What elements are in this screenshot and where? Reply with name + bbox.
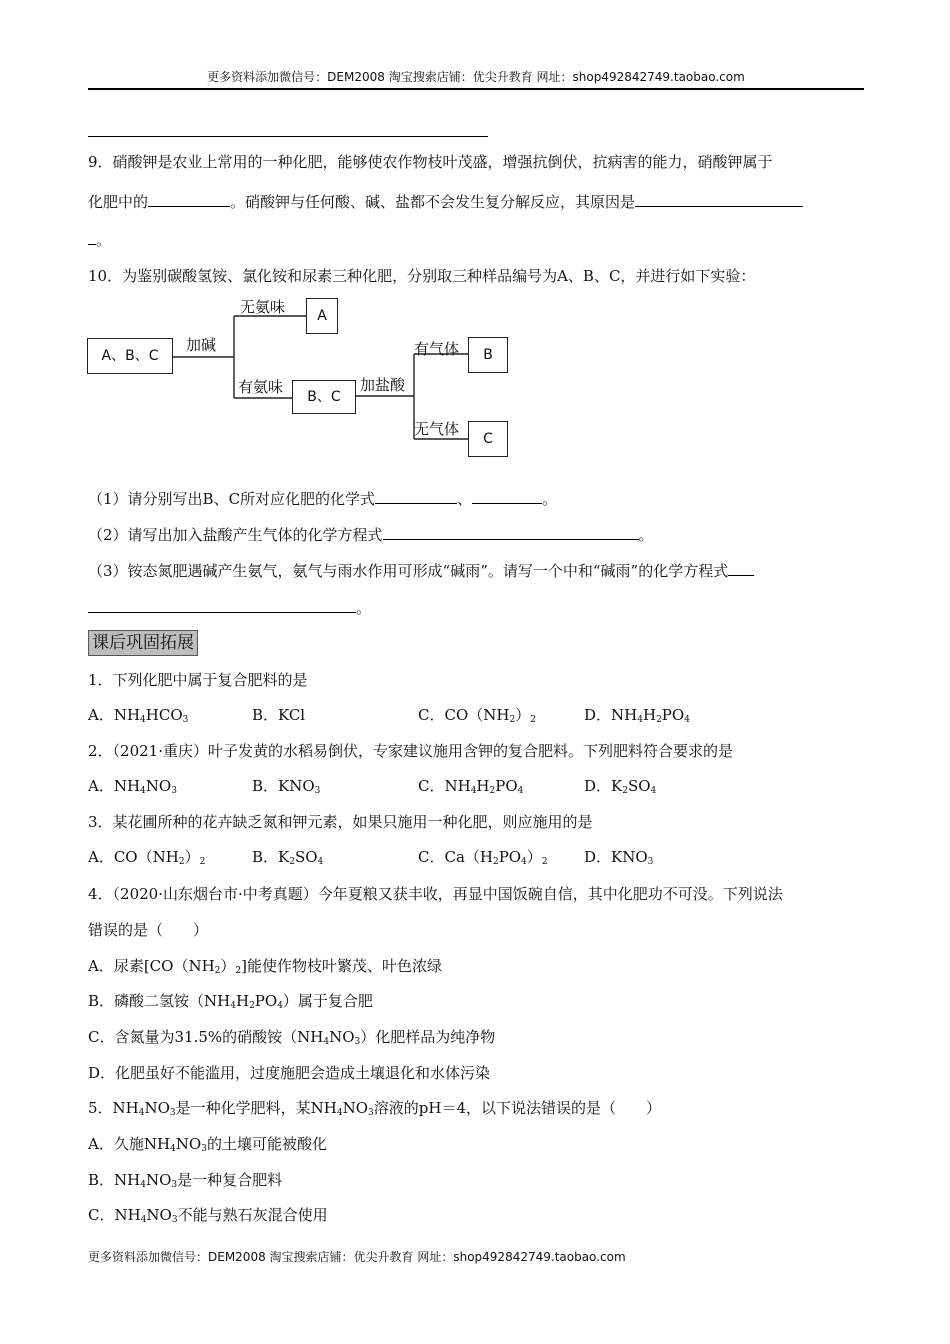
h4-stem-line2: 错误的是（ ） xyxy=(88,921,209,939)
h5-option-b[interactable]: B．$NH_4NO_3$是一种复合肥料 xyxy=(88,1171,283,1190)
q10-stem: 10．为鉴别碳酸氢铵、氯化铵和尿素三种化肥，分别取三种样品编号为A、B、C，并进行如下实验： xyxy=(88,267,756,285)
label-has-ammonia: 有氨味 xyxy=(238,378,284,396)
label-add-hcl: 加盐酸 xyxy=(360,376,406,394)
box-b: B xyxy=(468,337,508,373)
h4-stem-line1: 4．（2020·山东烟台市·中考真题）今年夏粮又获丰收，再显中国饭碗自信，其中化肥功不可没。下列说法 xyxy=(88,885,783,903)
h2-option-a[interactable]: A．$NH_4NO_3$ xyxy=(88,777,177,796)
h2-stem: 2．（2021·重庆）叶子发黄的水稻易倒伏，专家建议施用含钾的复合肥料。下列肥料符合要求的是 xyxy=(88,742,733,760)
section-title: 课后巩固拓展 xyxy=(88,630,198,656)
h4-option-c[interactable]: C．含氮量为31.5%的硝酸铵$(NH_4NO_3)$化肥样品为纯净物 xyxy=(88,1028,496,1047)
h3-option-d[interactable]: D．$KNO_3$ xyxy=(584,848,654,867)
q10-part3: （3）铵态氮肥遇碱产生氨气，氨气与雨水作用可形成“碱雨”。请写一个中和“碱雨”的化学方程式 xyxy=(88,561,754,581)
h4-option-a[interactable]: A．尿素$[CO(NH_2)_2]$能使作物枝叶繁茂、叶色浓绿 xyxy=(88,957,443,976)
h2-option-c[interactable]: C．$NH_4H_2PO_4$ xyxy=(418,777,524,796)
h4-option-b[interactable]: B．磷酸二氢铵$(NH_4H_2PO_4)$属于复合肥 xyxy=(88,992,373,1011)
h2-option-d[interactable]: D．$K_2SO_4$ xyxy=(584,777,657,796)
q10-part1: （1）请分别写出B、C所对应化肥的化学式 、 。 xyxy=(88,490,558,508)
h3-option-a[interactable]: A．$CO(NH_2)_2$ xyxy=(88,848,206,867)
q10-blank-c[interactable] xyxy=(472,489,542,504)
q10-part2: （2）请写出加入盐酸产生气体的化学方程式 。 xyxy=(88,526,654,544)
h5-stem: 5．$NH_4NO_3$是一种化学肥料，某$NH_4NO_3$溶液的pH＝4，以下说法错误的是（ ） xyxy=(88,1099,662,1118)
h4-option-d[interactable]: D．化肥虽好不能滥用，过度施肥会造成土壤退化和水体污染 xyxy=(88,1064,491,1082)
h3-stem: 3．某花圃所种的花卉缺乏氮和钾元素，如果只施用一种化肥，则应施用的是 xyxy=(88,813,593,831)
label-has-gas: 有气体 xyxy=(414,340,460,358)
h2-option-b[interactable]: B．$KNO_3$ xyxy=(252,777,321,796)
label-add-base: 加碱 xyxy=(186,336,217,354)
h3-option-c[interactable]: C．$Ca(H_2PO_4)_2$ xyxy=(418,848,548,867)
label-no-gas: 无气体 xyxy=(414,420,460,438)
label-no-ammonia: 无氨味 xyxy=(240,298,286,316)
h1-stem: 1．下列化肥中属于复合肥料的是 xyxy=(88,671,308,689)
q9-line3: 。 xyxy=(88,230,111,250)
q10-blank-eq[interactable] xyxy=(383,525,639,540)
q9-blank-1[interactable] xyxy=(148,192,230,207)
h1-option-b[interactable]: B．KCl xyxy=(252,706,306,724)
h1-option-c[interactable]: C．$CO(NH_2)_2$ xyxy=(418,706,536,725)
q10-blank-b[interactable] xyxy=(375,489,457,504)
box-bc: B、C xyxy=(292,380,356,414)
h1-option-d[interactable]: D．$NH_4H_2PO_4$ xyxy=(584,706,690,725)
page-header: 更多资料添加微信号：DEM2008 淘宝搜索店铺：优尖升教育 网址：shop492842749.taobao.com xyxy=(88,68,864,90)
box-c: C xyxy=(468,421,508,457)
answer-line-top xyxy=(88,122,488,142)
h5-option-a[interactable]: A．久施$NH_4NO_3$的土壤可能被酸化 xyxy=(88,1135,327,1154)
q9-blank-2[interactable] xyxy=(635,192,803,207)
h5-option-c[interactable]: C．$NH_4NO_3$不能与熟石灰混合使用 xyxy=(88,1206,328,1225)
h3-option-b[interactable]: B．$K_2SO_4$ xyxy=(252,848,324,867)
q10-blank-neutralize[interactable] xyxy=(88,598,356,613)
q10-flow-diagram xyxy=(86,296,516,462)
h1-option-a[interactable]: A．$NH_4HCO_3$ xyxy=(88,706,189,725)
q10-part3-line2: 。 xyxy=(88,598,371,618)
q9-line1: 9．硝酸钾是农业上常用的一种化肥，能够使农作物枝叶茂盛，增强抗倒伏，抗病害的能力，硝酸钾属于 xyxy=(88,153,773,171)
q9-line2: 化肥中的 。硝酸钾与任何酸、碱、盐都不会发生复分解反应，其原因是 xyxy=(88,192,803,212)
page-footer: 更多资料添加微信号：DEM2008 淘宝搜索店铺：优尖升教育 网址：shop492842749.taobao.com xyxy=(88,1250,626,1264)
box-a: A xyxy=(306,298,338,334)
box-abc: A、B、C xyxy=(87,338,173,374)
